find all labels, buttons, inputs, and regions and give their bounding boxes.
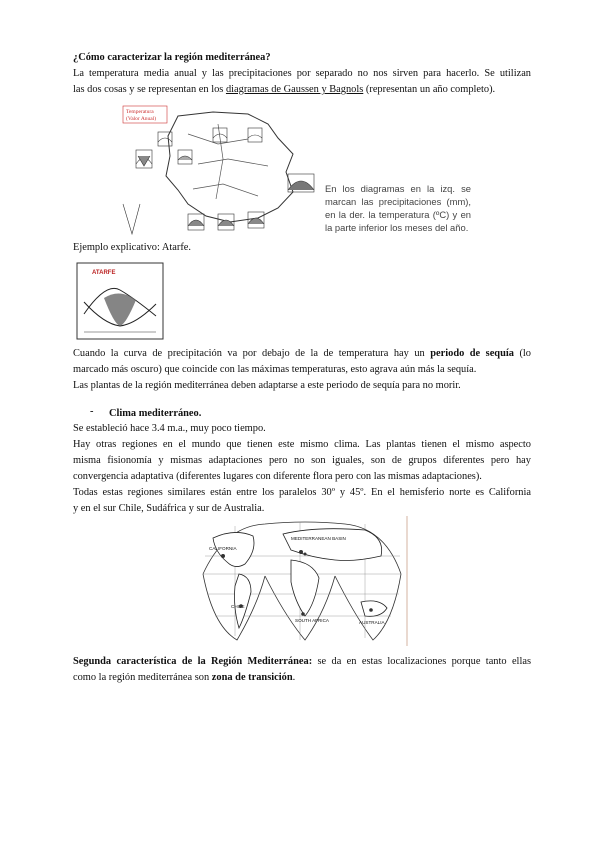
- label-australia: AUSTRALIA: [359, 620, 385, 625]
- label-south-africa: SOUTH AFRICA: [295, 618, 329, 623]
- clima-line-4: convergencia adaptativa (diferentes lugares con diferente flora pero con las mismas adaptaciones).: [73, 471, 482, 482]
- world-mediterranean-map: [195, 516, 415, 646]
- atarfe-diagram: [76, 262, 164, 340]
- gaussen-bagnols-link[interactable]: diagramas de Gaussen y Bagnols: [225, 84, 364, 95]
- drought-line-1: Cuando la curva de precipitación va por debajo de la de temperatura hay un periodo de sequía (lo: [73, 348, 531, 359]
- clima-line-3: misma fisionomía y mismas adaptaciones pero no son iguales, son de grupos diferentes pero hay: [73, 455, 531, 466]
- spain-climate-map-figure: [118, 104, 322, 236]
- intro-line-2: las dos cosas y se representan en los diagramas de Gaussen y Bagnols (representan un año completo).: [73, 84, 496, 95]
- drought-line-3: Las plantas de la región mediterránea deben adaptarse a este periodo de sequía para no morir.: [73, 380, 461, 391]
- atarfe-title: ATARFE: [92, 270, 116, 276]
- intro-line-1: La temperatura media anual y las precipitaciones por separado no nos sirven para hacerlo. Se utilizan: [73, 68, 531, 79]
- transition-line-2: como la región mediterránea son zona de transición.: [73, 672, 296, 683]
- legend-line-2: (Valor Anual): [126, 116, 157, 122]
- clima-line-2: Hay otras regiones en el mundo que tienen este mismo clima. Las plantas tienen el mismo aspecto: [73, 439, 531, 450]
- clima-line-5: Todas estas regiones similares están entre los paralelos 30º y 45º. En el hemisferio norte es California: [73, 487, 531, 498]
- example-label: Ejemplo explicativo: Atarfe.: [73, 242, 192, 253]
- iberia-outline: [166, 112, 293, 222]
- page-heading: ¿Cómo caracterizar la región mediterránea?: [73, 52, 271, 63]
- label-mediterranean-basin: MEDITERRANEAN BASIN: [291, 536, 346, 541]
- label-chile: CHILE: [231, 604, 245, 609]
- map-caption: En los diagramas en la izq. se marcan las precipitaciones (mm), en la der. la temperatura (ºC) y en la parte inferior los meses del año.: [325, 183, 471, 233]
- section-title-clima: Clima mediterráneo.: [109, 408, 202, 419]
- clima-line-1: Se estableció hace 3.4 m.a., muy poco tiempo.: [73, 423, 266, 434]
- drought-line-2: marcado más oscuro) que coincide con las máximas temperaturas, esto agrava aún más la sequía.: [73, 364, 477, 375]
- bullet-marker: -: [90, 406, 94, 417]
- spain-map-svg: [118, 104, 322, 236]
- transition-line-1: Segunda característica de la Región Mediterránea: se da en estas localizaciones porque tanto ellas: [73, 656, 531, 667]
- label-california: CALIFORNIA: [209, 546, 237, 551]
- legend-line-1: Temperatura: [126, 109, 154, 115]
- clima-line-6: y en el sur Chile, Sudáfrica y sur de Australia.: [73, 503, 265, 514]
